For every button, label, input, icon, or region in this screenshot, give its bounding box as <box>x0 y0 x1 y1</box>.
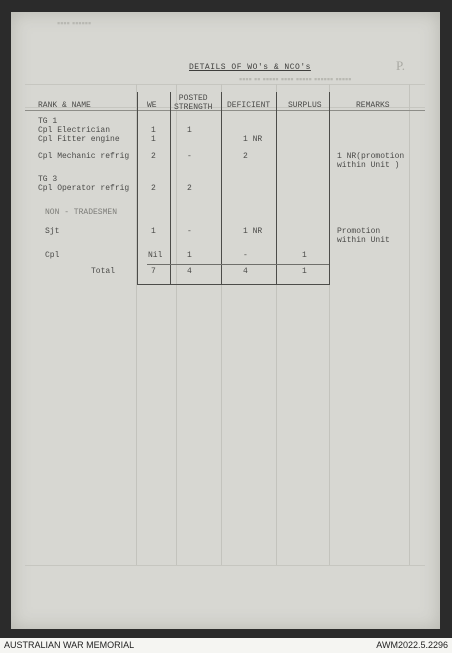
document-sheet <box>11 12 440 629</box>
row-name: Cpl Fitter engine <box>38 135 120 144</box>
row-posted: - <box>187 227 192 236</box>
total-rule <box>147 264 329 265</box>
row-name: TG 1 <box>38 117 58 126</box>
row-name: Cpl Mechanic refrig <box>38 152 130 161</box>
row-we: Nil <box>148 251 163 260</box>
column-divider <box>137 92 138 285</box>
row-we: 1 <box>151 227 156 236</box>
row-we: 2 <box>151 152 156 161</box>
header-posted-strength: POSTED STRENGTH <box>174 94 213 112</box>
row-name: TG 3 <box>38 175 58 184</box>
footer-institution: AUSTRALIAN WAR MEMORIAL <box>4 640 135 650</box>
row-name: Sjt <box>45 227 60 236</box>
row-we: 1 <box>151 135 156 144</box>
row-remarks: Promotion within Unit <box>337 227 390 245</box>
row-posted: 1 <box>187 251 192 260</box>
header-surplus: SURPLUS <box>288 101 322 110</box>
header-remarks: REMARKS <box>356 101 390 110</box>
column-divider <box>329 92 330 285</box>
header-rank-name: RANK & NAME <box>38 101 91 110</box>
row-deficient: 1 NR <box>243 227 263 236</box>
header-we: WE <box>147 101 157 110</box>
form-line <box>25 84 425 85</box>
ghost-text: ▪▪▪▪ ▪▪▪▪▪▪ <box>57 18 92 28</box>
row-name: Cpl Operator refrig <box>38 184 130 193</box>
row-we: 2 <box>151 184 156 193</box>
column-divider <box>170 92 171 285</box>
row-deficient: 2 <box>243 152 248 161</box>
row-posted: 4 <box>187 267 192 276</box>
header-deficient: DEFICIENT <box>227 101 271 110</box>
row-surplus: 1 <box>302 251 307 260</box>
row-total-label: Total <box>91 267 116 276</box>
row-section-heading: NON - TRADESMEN <box>45 208 118 217</box>
row-deficient: - <box>243 251 248 260</box>
column-divider <box>276 92 277 285</box>
row-posted: 1 <box>187 126 192 135</box>
row-we: 1 <box>151 126 156 135</box>
row-posted: 2 <box>187 184 192 193</box>
row-deficient: 1 NR <box>243 135 263 144</box>
form-line <box>25 565 425 566</box>
row-remarks: 1 NR(promotion within Unit ) <box>337 152 405 170</box>
row-surplus: 1 <box>302 267 307 276</box>
table-rule <box>25 110 425 111</box>
form-line <box>409 84 410 565</box>
row-name: Cpl Electrician <box>38 126 111 135</box>
row-deficient: 4 <box>243 267 248 276</box>
form-line <box>176 84 177 565</box>
row-name: Cpl <box>45 251 60 260</box>
document-title: DETAILS OF WO's & NCO's <box>189 63 311 72</box>
ghost-text: ▪▪▪▪ ▪▪ ▪▪▪▪▪ ▪▪▪▪ ▪▪▪▪▪ ▪▪▪▪▪▪ ▪▪▪▪▪ <box>239 74 352 84</box>
row-we: 7 <box>151 267 156 276</box>
footer-accession-id: AWM2022.5.2296 <box>376 640 448 650</box>
ghost-text: P. <box>396 58 406 73</box>
row-posted: - <box>187 152 192 161</box>
column-divider <box>221 92 222 285</box>
table-bottom-rule <box>137 284 330 285</box>
